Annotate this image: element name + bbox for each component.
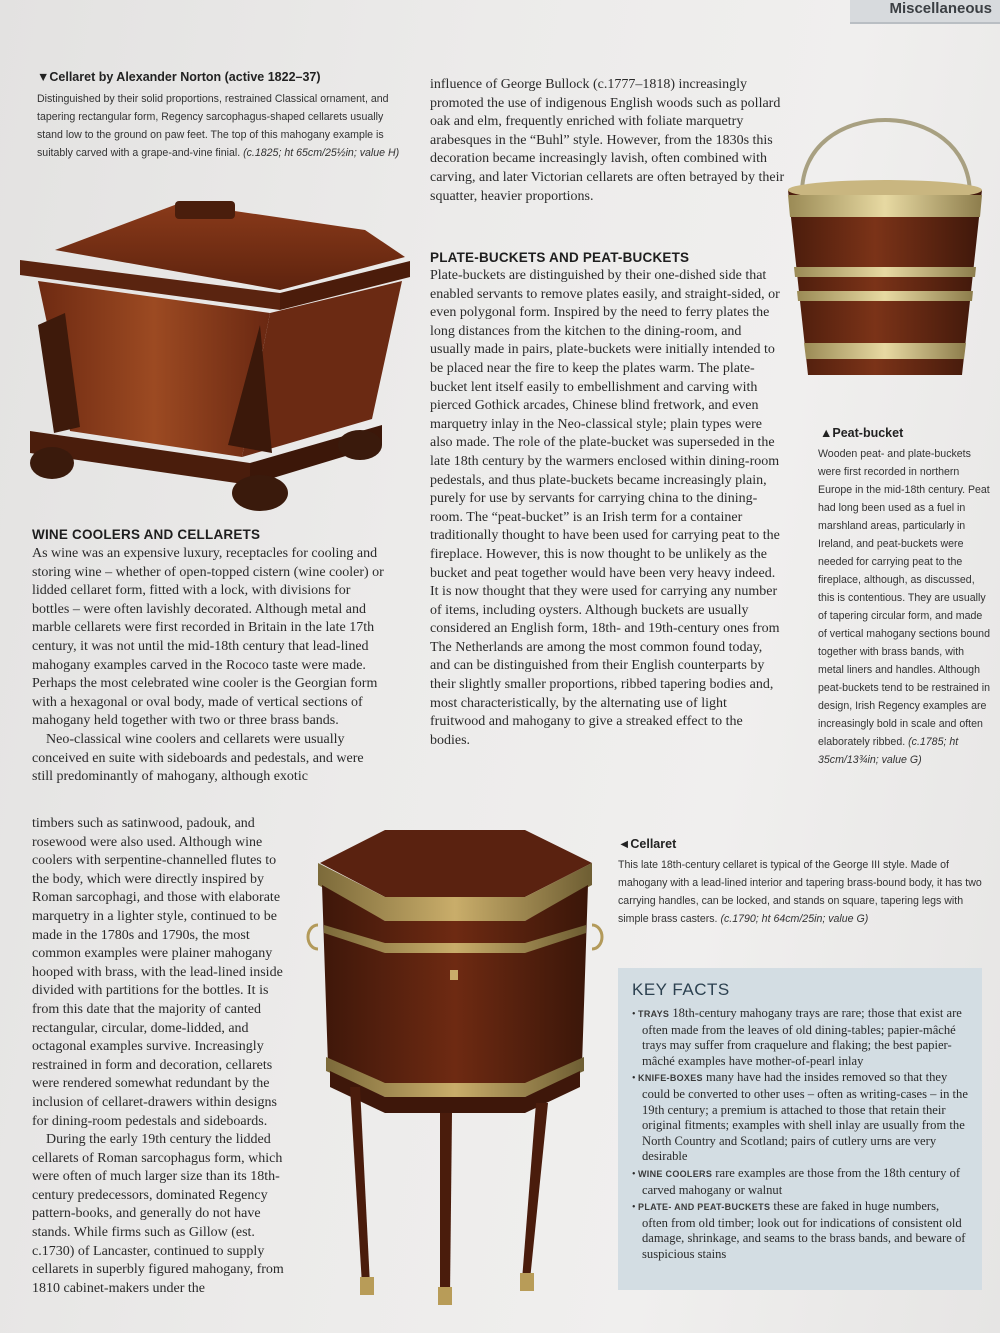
wine-coolers-body-narrow	[32, 815, 294, 1298]
hexagonal-cellaret-image	[300, 825, 618, 1315]
cellaret-caption-title: ◄Cellaret	[618, 837, 677, 851]
peat-caption-meta: (c.1785; ht 35cm/13¾in; value G)	[818, 736, 959, 766]
cellaret-caption-text: This late 18th-century cellaret is typical of the George III style. Made of mahogany with a lead-lined interior and tapering brass-bound body, it has two carrying handles, can be locked, and stands on square, tapering legs with simple brass casters.	[618, 859, 982, 925]
norton-caption-title: ▼Cellaret by Alexander Norton (active 1822–37)	[37, 70, 321, 84]
key-fact-term: TRAYS	[638, 1009, 670, 1019]
peat-caption-text: Wooden peat- and plate-buckets were first recorded in northern Europe in the mid-18th century. Peat had long been used as a fuel in marshland areas, particularly in Ireland, and peat-buckets were needed for carrying peat to the fireplace, although, as discussed, this is contentious. They are usually of tapering circular form, and made of vertical mahogany sections bound together with brass bands, with metal liners and handles. Although peat-buckets tend to be restrained in design, Irish Regency examples are increasingly bold in scale and often elaborately ribbed.	[818, 448, 990, 748]
peat-caption-body	[818, 445, 990, 769]
key-facts-box	[618, 968, 982, 1290]
key-fact-item: • KNIFE-BOXES many have had the insides removed so that they could be converted to other uses – often as writing-cases – in the 19th century; a premium is attached to those that retain their original fitments; examples with shell inlay are usually from the North Country and Scotland; pairs of cutlery urns are very desirable	[632, 1070, 968, 1164]
key-fact-term: PLATE- AND PEAT-BUCKETS	[638, 1202, 771, 1213]
wine-coolers-paragraph-2a: Neo-classical wine coolers and cellarets were usually conceived en suite with sideboards and pedestals, and were still predominantly of mahogany, although exotic	[32, 731, 364, 785]
plate-buckets-text: Plate-buckets are distinguished by their one-dished side that enabled servants to remove plates easily, and straight-sided, or even polygonal form. Inspired by the need to ferry plates the long distances from the kitchen to the dining-room, and usually made in pairs, plate-buckets were initially intended to be placed near the fire to keep the plates warm. The plate-bucket lent itself easily to embellishment and carving with pierced Gothick arcades, Chinese blind fretwork, and even marquetry inlay in the Neo-classical style; plain types were also made. The role of the plate-bucket was superseded in the late 18th century by the warmers enclosed within dining-room pedestals, and thus plate-buckets became increasingly plain, purely for use by servants for carrying china to the dining-room. The “peat-bucket” is an Irish term for a container traditionally thought to have been used for carrying peat to the fireplace. However, this is now thought to be unlikely as the bucket and peat together would have been very heavy indeed. It is now thought that they were used for carrying any number of items, including oysters. Although buckets are usually considered an English form, 18th- and 19th-century ones from The Netherlands are among the most common found today, and can be distinguished from their English counterparts by their slightly smaller proportions, ribbed tapering bodies and, most characteristically, by the alternating use of light fruitwood and mahogany to give a streaked effect to the bodies.	[430, 268, 780, 748]
wine-coolers-paragraph-2b: timbers such as satinwood, padouk, and rosewood were also used. Although wine coolers with serpentine-channelled flutes to the body, which were directly inspired by Roman sarcophagi, and those with elaborate marquetry in a lighter style, continued to be made in the 1780s and 1790s, the most common examples were plainer mahogany hooped with brass, with the lead-lined inside divided with partitions for the bottles. It is from this date that the majority of canted rectangular, circular, dome-lidded, and octagonal examples survive. Increasingly restrained in form and decoration, cellarets were rendered somewhat redundant by the inclusion of cellaret-drawers within designs for dining-room pedestals and sideboards.	[32, 816, 283, 1129]
column2-intro	[430, 76, 792, 206]
wine-coolers-paragraph-1: As wine was an expensive luxury, receptacles for cooling and storing wine – whether of open-topped cistern (wine cooler) or lidded cellaret form, fitted with a lock, with divisions for bottles – were often lavishly decorated. Although metal and marble cellarets were first recorded in Britain in the late 17th century, it was not until the mid-18th century that lead-lined mahogany examples carved in the Rococo taste were made. Perhaps the most celebrated wine cooler is the Georgian form with a hexagonal or oval body, made of vertical sections of mahogany held together with two or three brass bands.	[32, 546, 384, 729]
key-fact-item: • WINE COOLERS rare examples are those from the 18th century of carved mahogany or walnut	[632, 1165, 961, 1197]
key-fact-text: these are faked in huge numbers, often from old timber; look out for indications of consistent old damage, shrinkage, and seams to the brass bands, and beware of suspicious stains	[642, 1199, 966, 1261]
key-fact-text: rare examples are those from the 18th century of carved mahogany or walnut	[642, 1165, 961, 1197]
peat-bucket-image	[780, 55, 990, 415]
plate-buckets-body	[430, 267, 782, 750]
key-fact-item: • PLATE- AND PEAT-BUCKETS these are faked in huge numbers, often from old timber; look out for indications of consistent old damage, shrinkage, and seams to the brass bands, and beware of suspicious stains	[632, 1199, 966, 1261]
norton-caption-body	[37, 90, 405, 162]
norton-caption-meta: (c.1825; ht 65cm/25½in; value H)	[243, 147, 400, 159]
cellaret-caption-meta: (c.1790; ht 64cm/25in; value G)	[720, 913, 869, 925]
norton-caption-text: Distinguished by their solid proportions, restrained Classical ornament, and tapering rectangular form, Regency sarcophagus-shaped cellarets usually stand low to the ground on paw feet. The top of this mahogany example is suitably carved with a grape-and-vine finial.	[37, 93, 389, 159]
section-label: Miscellaneous	[889, 0, 992, 17]
column2-intro-text: influence of George Bullock (c.1777–1818) increasingly promoted the use of indigenous English woods such as pollard oak and elm, frequently enriched with foliate marquetry arabesques in the “Buhl” style. However, from the 1830s this decoration became increasingly lavish, often combined with carving, and later Victorian cellarets are often betrayed by their squatter, heavier proportions.	[430, 77, 785, 204]
wine-coolers-paragraph-3: During the early 19th century the lidded cellarets of Roman sarcophagus form, which were often of much larger size than its 18th-century predecessors, dominated Regency pattern-books, and generally do not have stands. While firms such as Gillow (est. c.1730) of Lancaster, continued to supply cellarets in superbly figured mahogany, from 1810 cabinet-makers under the	[32, 1132, 284, 1296]
plate-buckets-heading: PLATE-BUCKETS AND PEAT-BUCKETS	[430, 250, 690, 265]
cellaret-caption-body	[618, 856, 986, 928]
key-facts-title: KEY FACTS	[632, 980, 730, 999]
key-fact-term: WINE COOLERS	[638, 1168, 713, 1179]
wine-coolers-heading: WINE COOLERS AND CELLARETS	[32, 527, 261, 542]
key-fact-term: KNIFE-BOXES	[638, 1073, 703, 1084]
key-fact-text: 18th-century mahogany trays are rare; those that exist are often made from the leaves of old dining-tables; papier-mâché trays may suffer from craquelure and flaking; the best papier-mâché examples have mother-of-pearl inlay	[642, 1006, 962, 1068]
key-fact-item: • TRAYS 18th-century mahogany trays are rare; those that exist are often made from the leaves of old dining-tables; papier-mâché trays may suffer from craquelure and flaking; the best papier-mâché examples have mother-of-pearl inlay	[632, 1006, 962, 1068]
peat-caption-title: ▲Peat-bucket	[820, 426, 904, 440]
sarcophagus-cellaret-image	[10, 195, 420, 515]
key-fact-text: many have had the insides removed so that they could be converted to other uses – often as writing-cases – in the 19th century; a premium is attached to those that retain their original fitments; examples with shell inlay are usually from the North Country and Scotland; pairs of cutlery urns are very desirable	[642, 1070, 968, 1164]
wine-coolers-body	[32, 545, 388, 787]
